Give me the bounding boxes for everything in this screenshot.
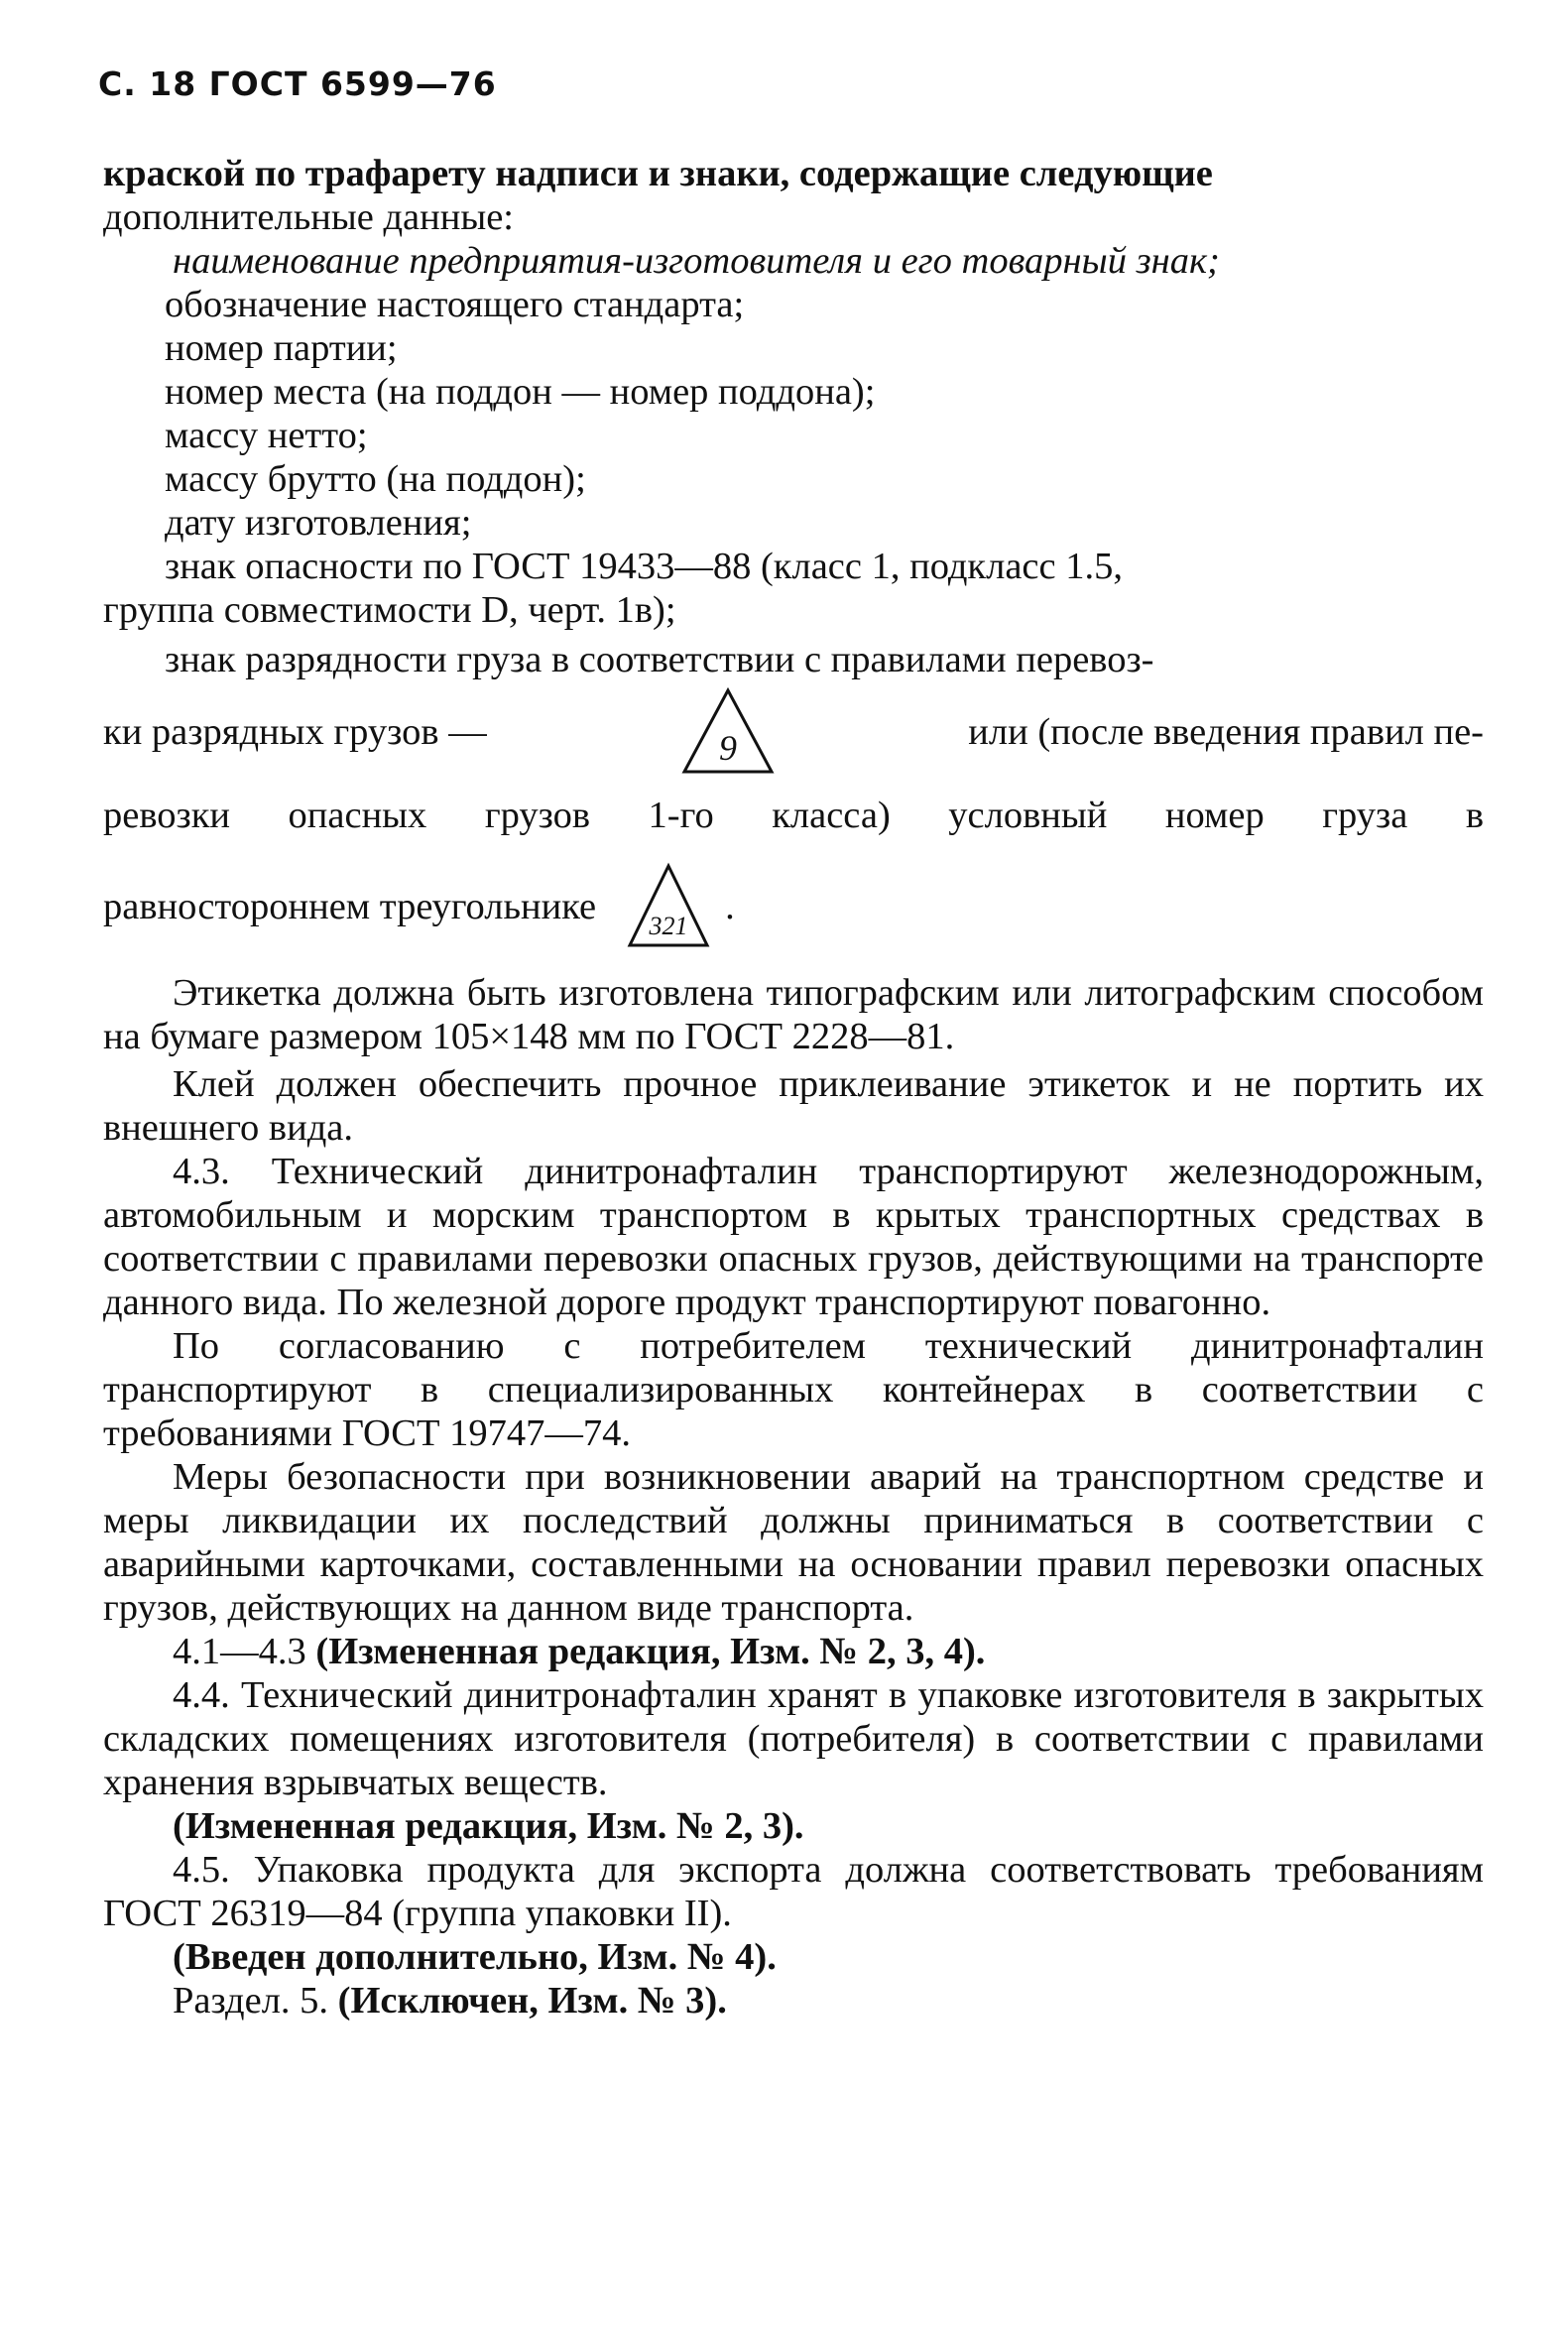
paragraph [103, 1062, 1484, 1150]
amendment-note [103, 1935, 1484, 1979]
amendment-note [103, 1804, 1484, 1848]
paragraph [103, 1673, 1484, 1804]
paragraph [103, 1979, 1484, 2023]
list-item-text: знак опасности по ГОСТ 19433—88 (класс 1, подкласс 1.5, [165, 546, 1123, 587]
paragraph-text: 4.5. Упаковка продукта для экспорта должна соответствовать требованиям ГОСТ 26319—84 (группа упаковки II). [103, 1849, 1484, 1934]
paragraph-text: Меры безопасности при возникновении аварий на транспортном средстве и меры ликвидации их последствий должны приниматься в соответствии с аварийными карточками, составленными на основании правил перевозки опасных грузов, действующих на данном виде транспорта. [103, 1456, 1484, 1629]
list-item-continued [103, 588, 1484, 632]
paragraph-text: По согласованию с потребителем технический динитронафталин транспортируют в специализированных контейнерах в соответствии с требованиями ГОСТ 19747—74. [103, 1325, 1484, 1454]
list-item [103, 414, 1484, 457]
paragraph-text: 4.4. Технический динитронафталин хранят в упаковке изготовителя в закрытых складских помещениях изготовителя (потребителя) в соответствии с правилами хранения взрывчатых веществ. [103, 1674, 1484, 1803]
class-triangle-sign [680, 686, 776, 778]
list-item-text: ки разрядных грузов — [103, 711, 487, 753]
list-item-text: массу нетто; [165, 415, 368, 456]
amendment-note: (Исключен, Изм. № 3). [337, 1980, 727, 2022]
page-header: С. 18 ГОСТ 6599—76 [98, 64, 497, 103]
paragraph-text: (Введен дополнительно, Изм. № 4). [173, 1936, 777, 1978]
list-item-text: знак разрядности груза в соответствии с правилами перевоз- [165, 639, 1154, 680]
paragraph [103, 1630, 1484, 1673]
list-item [103, 545, 1484, 588]
list-item [103, 501, 1484, 545]
cargo-number-text: 321 [649, 912, 688, 940]
list-item-text: равностороннем треугольнике [103, 886, 597, 927]
amendment-note: (Измененная редакция, Изм. № 2, 3, 4). [315, 1631, 986, 1672]
list-item-text: группа совместимости D, черт. 1в); [103, 589, 676, 631]
paragraph-text: дополнительные данные: [103, 196, 515, 238]
paragraph-text: Клей должен обеспечить прочное приклеивание этикеток и не портить их внешнего вида. [103, 1063, 1484, 1149]
list-item-text: номер места (на поддон — номер поддона); [165, 371, 876, 413]
list-item-text: наименование предприятия-изготовителя и его товарный знак; [173, 240, 1220, 282]
cargo-number-triangle-sign [626, 862, 711, 951]
document-body [103, 152, 1484, 2023]
paragraph-line [103, 195, 1484, 239]
list-item-text: дату изготовления; [165, 502, 472, 544]
list-item-text: ревозки опасных грузов 1-го класса) условный номер груза в [103, 795, 1484, 836]
list-item [103, 457, 1484, 501]
paragraph-text: Раздел. 5. [173, 1980, 329, 2022]
list-item-text: массу брутто (на поддон); [165, 458, 586, 500]
sign-line [103, 852, 1484, 961]
class-triangle-number: 9 [718, 728, 737, 768]
list-item-text: обозначение настоящего стандарта; [165, 284, 745, 325]
paragraph [103, 1848, 1484, 1935]
sign-line [103, 779, 1484, 852]
paragraph-line [103, 152, 1484, 195]
paragraph-text: краской по трафарету надписи и знаки, содержащие следующие [103, 153, 1213, 194]
paragraph [103, 1324, 1484, 1455]
paragraph-text: (Измененная редакция, Изм. № 2, 3). [173, 1805, 804, 1847]
list-item-text: номер партии; [165, 327, 398, 369]
paragraph-text: 4.1—4.3 [173, 1631, 306, 1672]
paragraph [103, 971, 1484, 1058]
paragraph-text: Этикетка должна быть изготовлена типографским или литографским способом на бумаге размером 105×148 мм по ГОСТ 2228—81. [103, 972, 1484, 1057]
list-item [103, 239, 1484, 283]
paragraph [103, 1455, 1484, 1630]
paragraph-text: 4.3. Технический динитронафталин транспортируют железнодорожным, автомобильным и морским транспортом в крытых транспортных средствах в соответствии с правилами перевозки опасных грузов, действующими на транспорте данного вида. По железной дороге продукт транспортируют повагонно. [103, 1151, 1484, 1323]
list-item [103, 283, 1484, 326]
list-item [103, 638, 1484, 681]
sign-line [103, 685, 1484, 779]
paragraph [103, 1150, 1484, 1324]
list-item [103, 370, 1484, 414]
list-item-text: или (после введения правил пе- [968, 711, 1484, 753]
list-item [103, 326, 1484, 370]
list-item-text: . [725, 886, 735, 927]
